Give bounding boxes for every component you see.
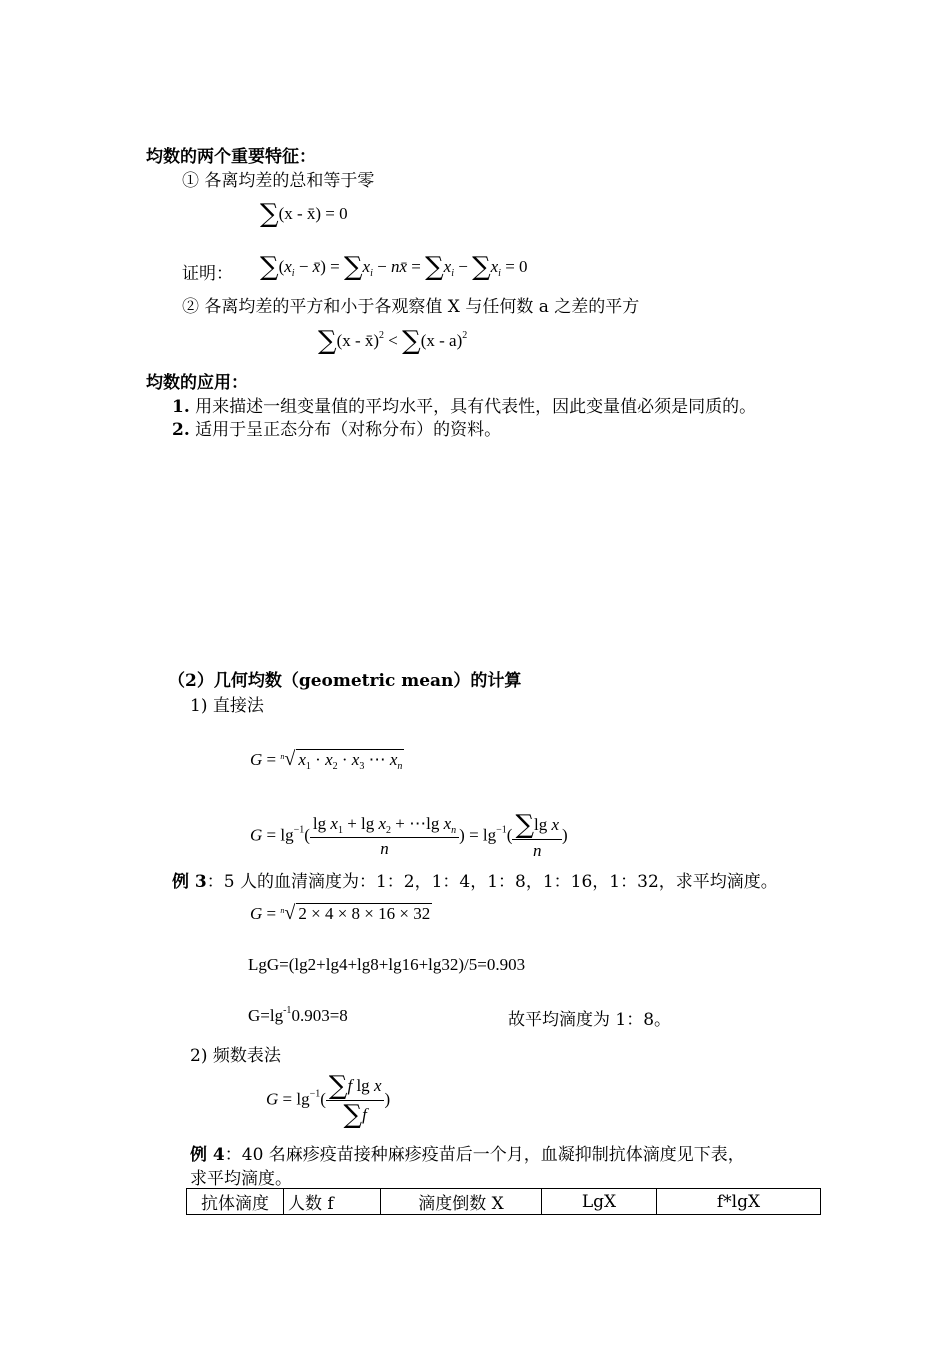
section-heading-geometric-mean: （2）几何均数（geometric mean）的计算 [168, 671, 522, 691]
application-item-1: 1. 用来描述一组变量值的平均水平，具有代表性，因此变量值必须是同质的。 [172, 397, 757, 417]
example-3-text: 例 3：5 人的血清滴度为：1：2，1：4，1：8，1：16，1：32，求平均滴度。 [172, 872, 778, 892]
property-2-text: ② 各离均差的平方和小于各观察值 X 与任何数 a 之差的平方 [182, 297, 640, 317]
method-2-label: 2) 频数表法 [190, 1046, 281, 1066]
example-4-text: 例 4：40 名麻疹疫苗接种麻疹疫苗后一个月，血凝抑制抗体滴度见下表， [190, 1145, 745, 1165]
table-header-cell: 滴度倒数 X [381, 1189, 542, 1215]
table-header-cell: LgX [542, 1189, 657, 1215]
formula-geometric-root: G = $^n$√ $x_1 \cdot x_2 \cdot x_3$ ⋯ $x_n$ [250, 748, 403, 772]
formula-sum-deviation-zero: ∑(x - x̄) = 0 [260, 199, 348, 229]
example-3-log-calc: LgG=(lg2+lg4+lg8+lg16+lg32)/5=0.903 [248, 955, 526, 974]
formula-example-3-root: G = $^n$√ 2 × 4 × 8 × 16 × 32 [250, 902, 431, 924]
example-4-text-cont: 求平均滴度。 [190, 1169, 292, 1189]
section-heading-mean-application: 均数的应用： [146, 373, 248, 393]
property-1-text: ① 各离均差的总和等于零 [182, 171, 375, 191]
method-1-label: 1) 直接法 [190, 696, 264, 716]
proof-label: 证明： [182, 264, 233, 284]
table-header-cell: f*lgX [657, 1189, 821, 1215]
section-heading-mean-features: 均数的两个重要特征： [146, 147, 316, 167]
example-3-conclusion: 故平均滴度为 1：8。 [508, 1010, 672, 1030]
table-header-cell: 抗体滴度 [187, 1189, 284, 1215]
table-header-cell: 人数 f [284, 1189, 381, 1215]
formula-proof: $\sum(x_i$ − x̄) = $\sum x_i$ − nx̄ = $\sum x_i - \sum x_i = 0$ [260, 252, 528, 282]
formula-geometric-log: $G = \lg^{-1}$( $\frac{\lg x_1 + \lg x_2 + \cdots\lg x_n}{n}$ ) = $\lg^{-1}$( $\frac{\text{∑lg x}}{n}$ ) [250, 810, 568, 860]
example-3-result: $G=\lg^{-1}0.903=8$ [248, 1005, 348, 1025]
formula-frequency-table: $G = \lg^{-1}$( $\frac{\text{∑f lg x}}{\sum f}$ ) [266, 1071, 391, 1130]
application-item-2: 2. 适用于呈正态分布（对称分布）的资料。 [172, 420, 502, 440]
formula-sum-squares-inequality: ∑(x - x̄)$^2$ < ∑(x - a)$^2$ [318, 326, 468, 356]
table-header-row [187, 1189, 821, 1215]
antibody-titer-table [186, 1188, 821, 1215]
